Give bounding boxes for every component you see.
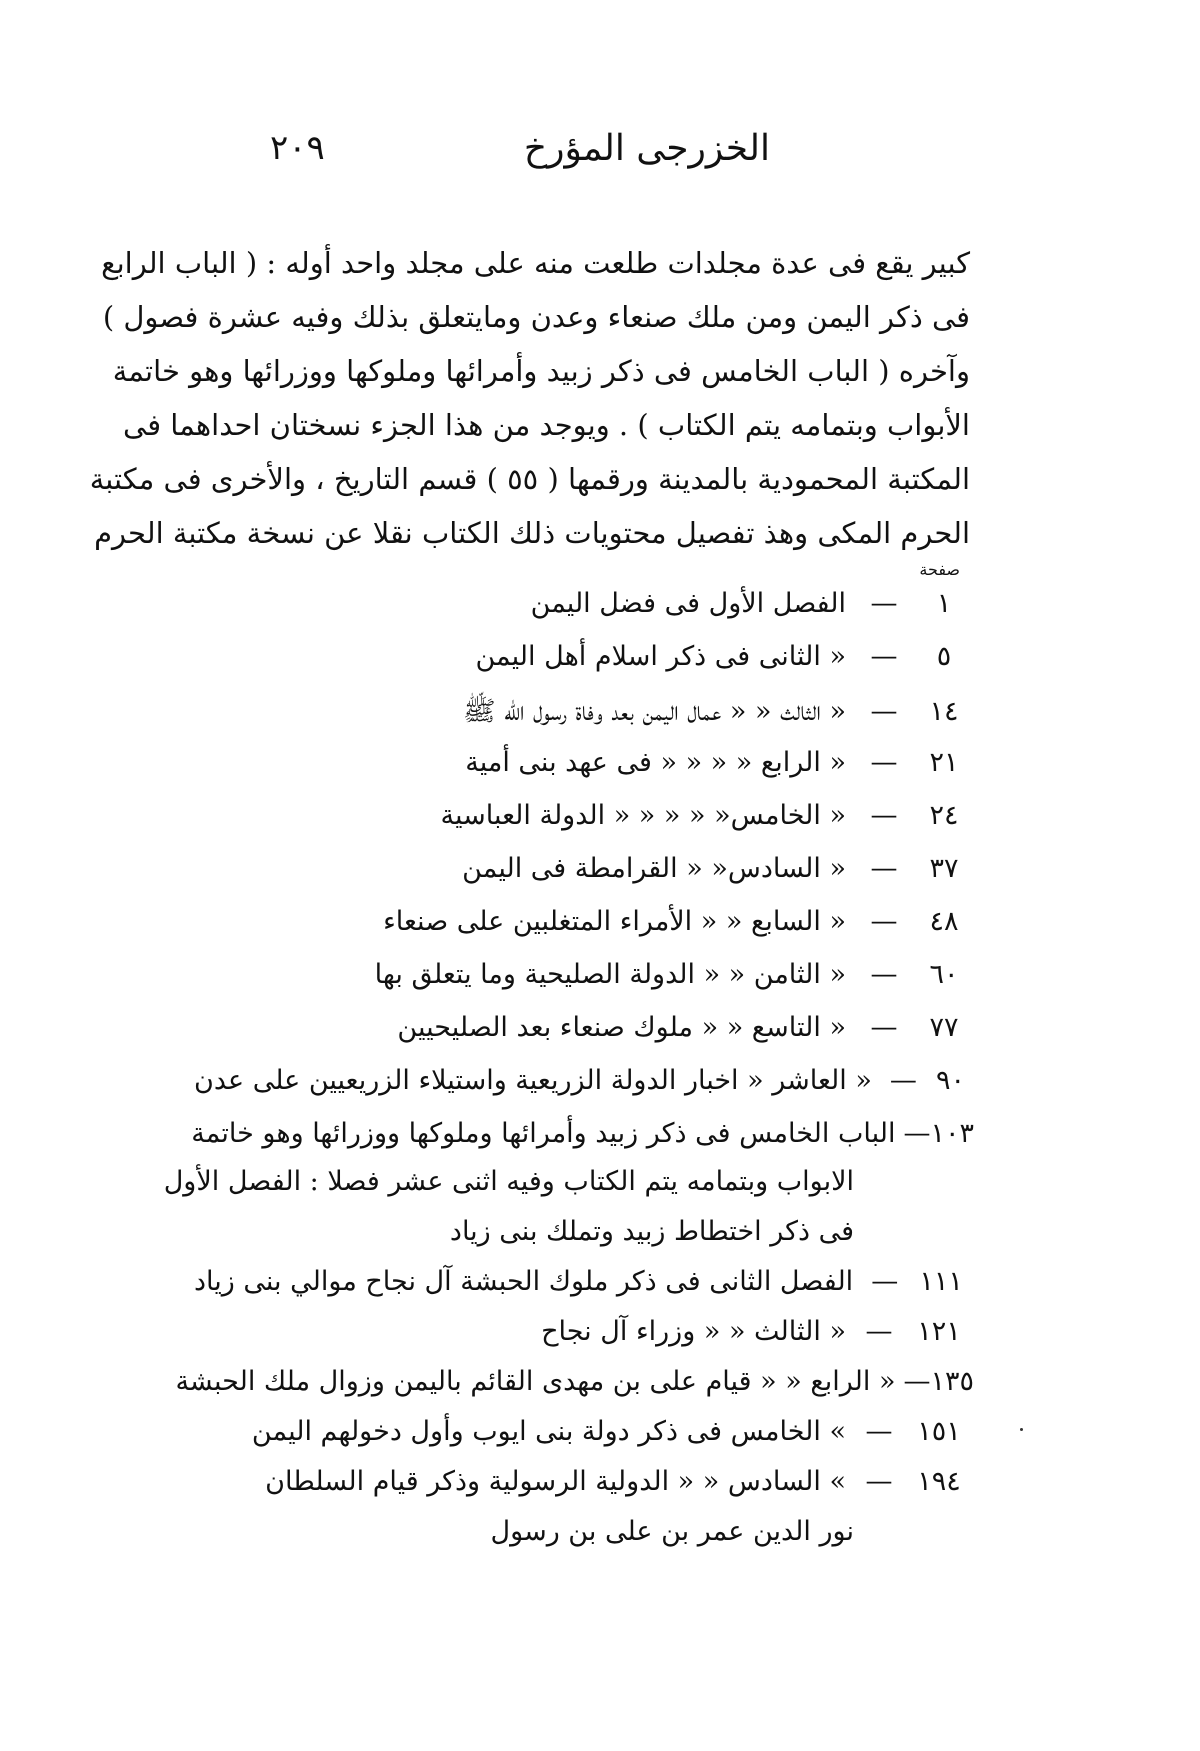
- toc-dash: —: [903, 1366, 931, 1397]
- page-header: [250, 128, 970, 188]
- toc-entry-text: « السابع « « الأمراء المتغلبين على صنعاء: [383, 906, 846, 937]
- toc-dash: —: [870, 696, 898, 727]
- toc-row: [194, 800, 974, 853]
- toc-entry-continuation: الابواب وبتمامه يتم الكتاب وفيه اثنى عشر فصلا : الفصل الأول: [163, 1166, 854, 1197]
- toc-dash: —: [870, 747, 898, 778]
- toc-dash: —: [865, 1466, 893, 1497]
- toc-page-number: ٧٧: [929, 1012, 959, 1043]
- toc-dash: —: [870, 906, 898, 937]
- toc-row: [194, 1012, 974, 1065]
- toc-page-number: ١٢١: [917, 1316, 961, 1347]
- running-title: الخزرجى المؤرخ: [523, 128, 770, 169]
- toc-entry-text: « العاشر « اخبار الدولة الزريعية واستيلاء الزريعيين على عدن: [194, 1065, 872, 1096]
- toc-entry-continuation: نور الدين عمر بن على بن رسول: [490, 1516, 854, 1547]
- toc-entry-text: الفصل الثانى فى ذكر ملوك الحبشة آل نجاح موالي بنى زياد: [194, 1266, 854, 1297]
- toc-entry-text: الباب الخامس فى ذكر زبيد وأمرائها وملوكها ووزرائها وهو خاتمة: [191, 1118, 896, 1149]
- body-line: وآخره ( الباب الخامس فى ذكر زبيد وأمرائها وملوكها ووزرائها وهو خاتمة: [112, 354, 970, 388]
- toc-page-number: ٥: [936, 641, 952, 672]
- toc-row: [194, 1416, 974, 1466]
- toc-dash: —: [870, 800, 898, 831]
- toc-entry-text: « التاسع « « ملوك صنعاء بعد الصليحيين: [397, 1012, 846, 1043]
- stray-ink-dot: [1020, 1428, 1023, 1431]
- toc-page-number: ١١١: [919, 1266, 963, 1297]
- toc-dash: —: [870, 1012, 898, 1043]
- toc-page-number: ١٠٣: [930, 1118, 974, 1149]
- toc-row: [194, 1316, 974, 1366]
- toc-dash: —: [865, 1316, 893, 1347]
- toc-dash: —: [871, 1266, 899, 1297]
- toc-entry-text: « الثانى فى ذكر اسلام أهل اليمن: [475, 641, 846, 672]
- body-line: كبير يقع فى عدة مجلدات طلعت منه على مجلد واحد أوله : ( الباب الرابع: [101, 246, 970, 280]
- toc-row: [194, 1466, 974, 1516]
- toc-page-number: ١٣٥: [930, 1366, 974, 1397]
- toc-page-number: ٢١: [929, 747, 959, 778]
- toc-entry-text: « الخامس« « « « « الدولة العباسية: [440, 800, 846, 831]
- toc-entry-text: الفصل الأول فى فضل اليمن: [530, 588, 846, 619]
- toc-page-number: ١: [936, 588, 952, 619]
- toc-row: [194, 906, 974, 959]
- toc-row: [194, 1266, 974, 1316]
- toc-entry-text: « الثالث « « عمال اليمن بعد وفاة رسول الله ﷺ: [463, 696, 846, 727]
- toc-entry-text: « الرابع « « قيام على بن مهدى القائم باليمن وزوال ملك الحبشة: [175, 1366, 896, 1397]
- page-number: ٢٠٩: [270, 128, 325, 168]
- toc-page-number: ٢٤: [929, 800, 959, 831]
- toc-entry-text: » السادس « « الدولية الرسولية وذكر قيام السلطان: [265, 1466, 846, 1497]
- body-line: فى ذكر اليمن ومن ملك صنعاء وعدن ومايتعلق بذلك وفيه عشرة فصول ): [102, 300, 970, 334]
- toc-row: [194, 853, 974, 906]
- body-line: المكتبة المحمودية بالمدينة ورقمها ( ٥٥ ) قسم التاريخ ، والأخرى فى مكتبة: [89, 462, 970, 496]
- toc-dash: —: [870, 959, 898, 990]
- toc-dash: —: [870, 641, 898, 672]
- toc-row: [194, 641, 974, 694]
- toc-entry-text: « الثالث « « وزراء آل نجاح: [541, 1316, 846, 1347]
- table-of-contents: [163, 588, 974, 1566]
- toc-dash: —: [870, 853, 898, 884]
- toc-entry-text: « الثامن « « الدولة الصليحية وما يتعلق بها: [374, 959, 846, 990]
- toc-row: [175, 1366, 974, 1416]
- body-line: الأبواب وبتمامه يتم الكتاب ) . ويوجد من هذا الجزء نسختان احداهما فى: [123, 408, 970, 442]
- toc-dash: —: [870, 588, 898, 619]
- toc-row: [194, 747, 974, 800]
- toc-dash: —: [903, 1118, 931, 1149]
- toc-entry-text: « السادس« « القرامطة فى اليمن: [462, 853, 846, 884]
- toc-row: [194, 694, 974, 747]
- toc-dash: —: [889, 1065, 917, 1096]
- toc-row: [194, 959, 974, 1012]
- toc-page-number: ١٥١: [917, 1416, 961, 1447]
- toc-page-number: ٤٨: [929, 906, 959, 937]
- toc-page-number: ٩٠: [935, 1065, 965, 1096]
- toc-entry-text: » الخامس فى ذكر دولة بنى ايوب وأول دخولهم اليمن: [251, 1416, 846, 1447]
- body-paragraph: [89, 236, 970, 560]
- toc-page-number: ٣٧: [929, 853, 959, 884]
- page-column-label: صفحة: [919, 560, 960, 579]
- body-line: الحرم المكى وهذ تفصيل محتويات ذلك الكتاب نقلا عن نسخة مكتبة الحرم: [94, 516, 970, 550]
- toc-page-number: ١٩٤: [917, 1466, 961, 1497]
- toc-entry-text: « الرابع « « « « فى عهد بنى أمية: [465, 747, 846, 778]
- toc-entry-continuation: فى ذكر اختطاط زبيد وتملك بنى زياد: [449, 1216, 854, 1247]
- toc-page-number: ٦٠: [929, 959, 959, 990]
- toc-row: [191, 1118, 974, 1166]
- toc-row: [194, 1065, 974, 1118]
- toc-page-number: ١٤: [929, 696, 959, 727]
- toc-dash: —: [865, 1416, 893, 1447]
- toc-row: [194, 588, 974, 641]
